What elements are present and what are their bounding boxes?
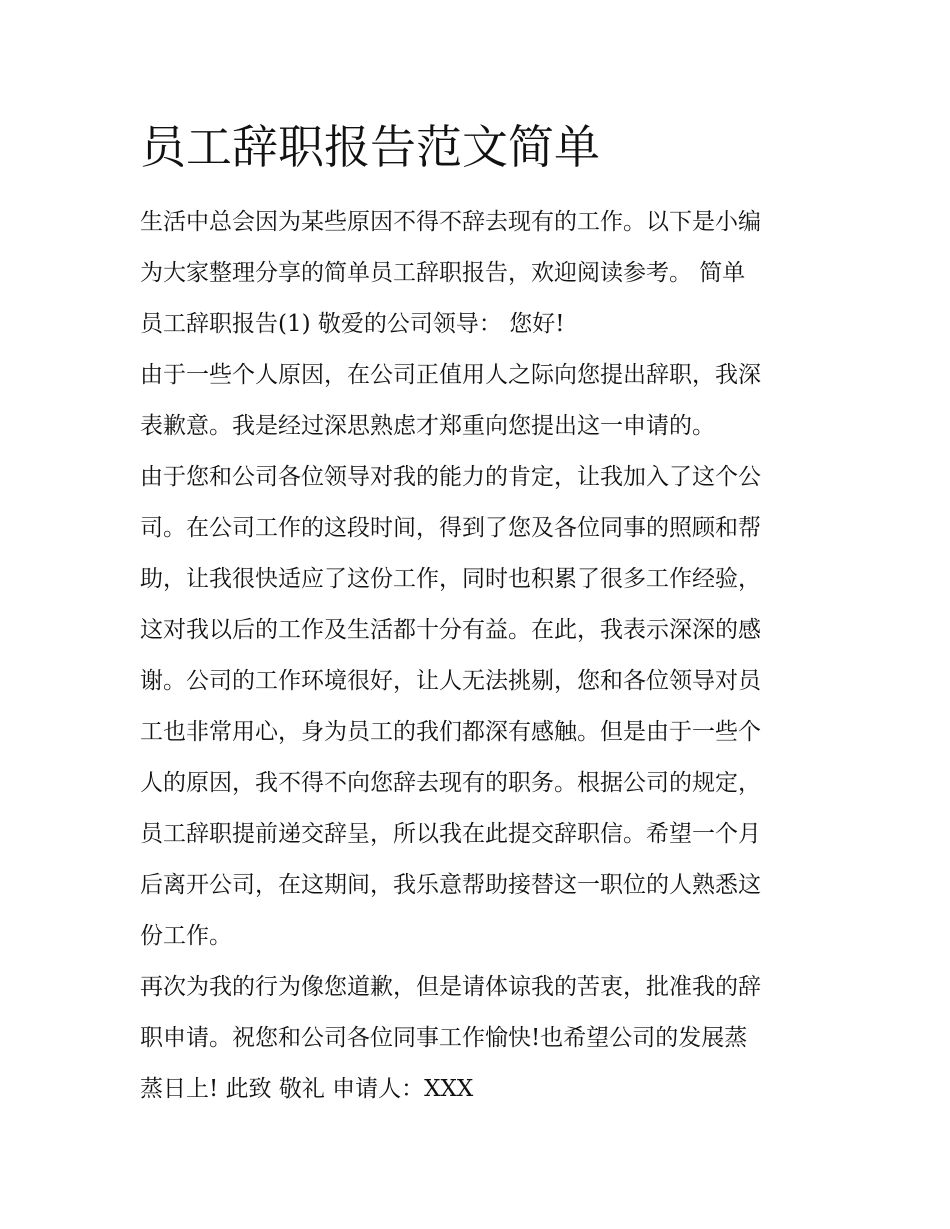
body-line: 由于一些个人原因，在公司正值用人之际向您提出辞职，我深 [140,362,761,388]
body-line: 为大家整理分享的简单员工辞职报告，欢迎阅读参考。 简单 [140,260,746,286]
body-line: 后离开公司，在这期间，我乐意帮助接替这一职位的人熟悉这 [140,872,761,898]
body-line: 工也非常用心，身为员工的我们都深有感触。但是由于一些个 [140,719,761,745]
body-line: 员工辞职提前递交辞呈，所以我在此提交辞职信。希望一个月 [140,821,761,847]
body-line: 谢。公司的工作环境很好，让人无法挑剔，您和各位领导对员 [140,668,761,694]
body-line: 份工作。 [140,923,232,949]
body-line: 表歉意。我是经过深思熟虑才郑重向您提出这一申请的。 [140,413,715,439]
document-body [140,197,815,1115]
body-line: 人的原因，我不得不向您辞去现有的职务。根据公司的规定， [140,770,761,796]
body-line: 职申请。祝您和公司各位同事工作愉快!也希望公司的发展蒸 [140,1025,748,1051]
body-line: 蒸日上! 此致 敬礼 申请人：XXX [140,1076,474,1102]
document-title: 员工辞职报告范文简单 [140,120,600,174]
body-line: 员工辞职报告(1) 敬爱的公司领导： 您好! [140,311,565,337]
body-line: 再次为我的行为像您道歉，但是请体谅我的苦衷，批准我的辞 [140,974,761,1000]
body-line: 司。在公司工作的这段时间，得到了您及各位同事的照顾和帮 [140,515,761,541]
body-line: 生活中总会因为某些原因不得不辞去现有的工作。以下是小编 [140,209,761,235]
body-line: 这对我以后的工作及生活都十分有益。在此，我表示深深的感 [140,617,761,643]
body-line: 由于您和公司各位领导对我的能力的肯定，让我加入了这个公 [140,464,761,490]
body-line: 助，让我很快适应了这份工作，同时也积累了很多工作经验， [140,566,761,592]
